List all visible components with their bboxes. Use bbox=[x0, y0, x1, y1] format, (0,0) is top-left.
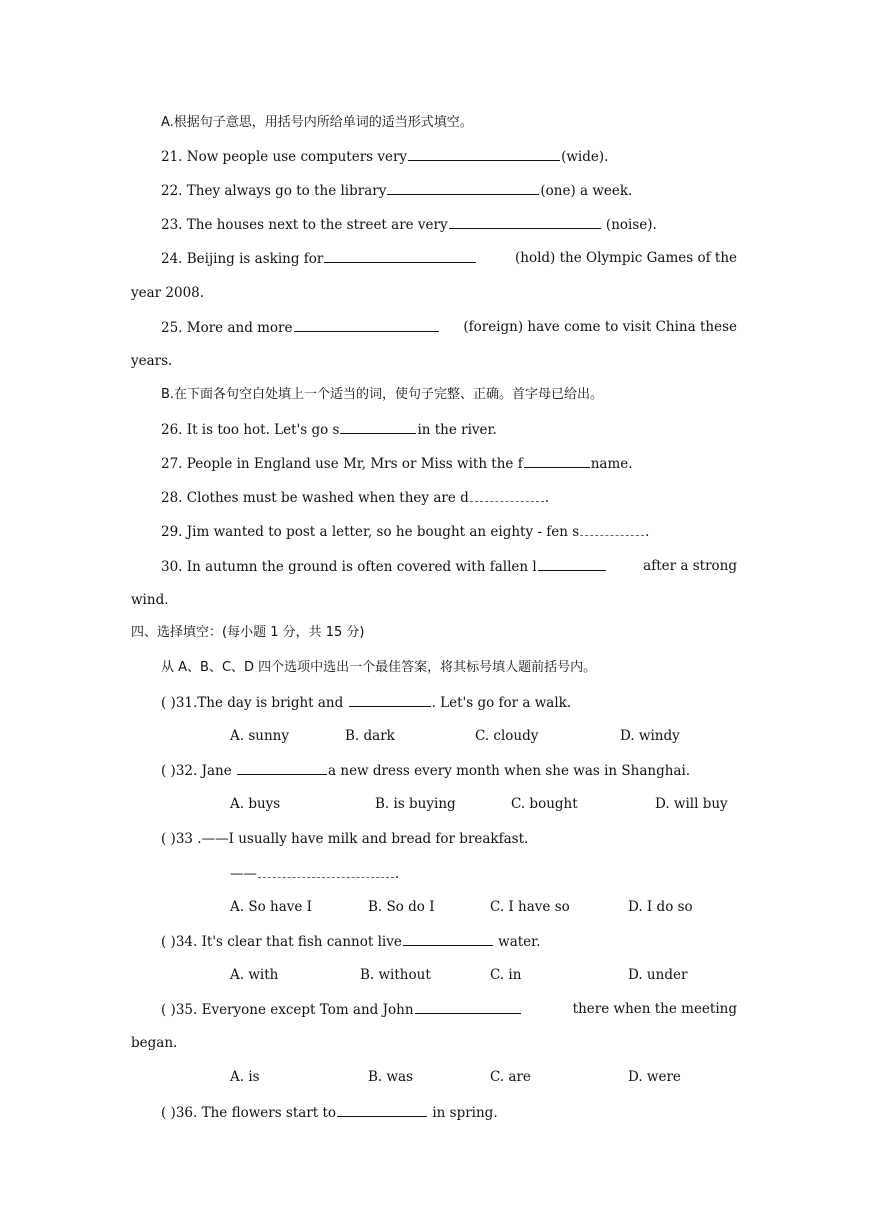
option-d: D. will buy bbox=[655, 796, 728, 812]
question-33 bbox=[161, 830, 528, 848]
question-24-continued: year 2008. bbox=[131, 285, 205, 301]
option-b: B. without bbox=[360, 967, 431, 983]
section-4-instruction: 从 A、B、C、D 四个选项中选出一个最佳答案，将其标号填人题前括号内。 bbox=[161, 660, 597, 675]
question-text: 33 .——I usually have milk and bread for breakfast. bbox=[175, 831, 529, 847]
option-d: D. I do so bbox=[628, 899, 693, 915]
question-32 bbox=[161, 761, 690, 780]
option-a: A. with bbox=[230, 967, 279, 983]
section-4-title: 四、选择填空：(每小题 1 分，共 15 分) bbox=[131, 625, 365, 640]
question-23 bbox=[161, 215, 657, 234]
question-35 bbox=[161, 1000, 737, 1019]
question-text: 24. Beijing is asking for bbox=[161, 251, 324, 267]
question-text: 29. Jim wanted to post a letter, so he bought an eighty - fen s bbox=[161, 524, 580, 540]
option-b: B. So do I bbox=[368, 899, 435, 915]
question-36 bbox=[161, 1103, 498, 1122]
option-b: B. was bbox=[368, 1069, 414, 1085]
answer-bracket[interactable]: ( ) bbox=[161, 695, 176, 711]
question-text-end: name. bbox=[590, 456, 633, 472]
question-35-continued: began. bbox=[131, 1035, 178, 1051]
question-34 bbox=[161, 932, 540, 951]
answer-blank[interactable] bbox=[470, 488, 544, 502]
question-text: 26. It is too hot. Let's go s bbox=[161, 422, 340, 438]
question-hint: (foreign) have come to visit China these bbox=[463, 319, 737, 335]
options-34 bbox=[0, 966, 869, 984]
question-22 bbox=[161, 181, 632, 200]
question-text: 25. More and more bbox=[161, 320, 293, 336]
question-text: 31.The day is bright and bbox=[175, 695, 348, 711]
question-24 bbox=[161, 249, 737, 268]
answer-blank[interactable] bbox=[580, 522, 644, 536]
option-a: A. is bbox=[230, 1069, 260, 1085]
question-27 bbox=[161, 454, 633, 473]
question-text-end: . bbox=[645, 524, 650, 540]
option-d: D. under bbox=[628, 967, 688, 983]
answer-bracket[interactable]: ( ) bbox=[161, 1105, 176, 1121]
question-text: 35. Everyone except Tom and John bbox=[175, 1002, 414, 1018]
question-text: 21. Now people use computers very bbox=[161, 149, 408, 165]
question-text-end: there when the meeting bbox=[572, 1001, 737, 1017]
answer-bracket[interactable]: ( ) bbox=[161, 763, 176, 779]
question-text-end: in spring. bbox=[428, 1105, 498, 1121]
answer-bracket[interactable]: ( ) bbox=[161, 934, 176, 950]
option-c: C. are bbox=[490, 1069, 531, 1085]
answer-blank[interactable] bbox=[340, 420, 416, 434]
question-text: 28. Clothes must be washed when they are d bbox=[161, 490, 469, 506]
option-b: B. dark bbox=[345, 728, 395, 744]
question-text-end: . Let's go for a walk. bbox=[431, 695, 572, 711]
options-33 bbox=[0, 898, 869, 916]
question-text: 36. The flowers start to bbox=[175, 1105, 337, 1121]
option-c: C. in bbox=[490, 967, 522, 983]
answer-blank[interactable] bbox=[538, 557, 606, 571]
question-text: 27. People in England use Mr, Mrs or Miss with the f bbox=[161, 456, 523, 472]
answer-blank[interactable] bbox=[449, 215, 601, 229]
period: . bbox=[395, 866, 400, 882]
question-hint: (one) a week. bbox=[540, 183, 633, 199]
question-25 bbox=[161, 318, 737, 337]
answer-blank[interactable] bbox=[349, 693, 431, 707]
option-a: A. buys bbox=[230, 796, 281, 812]
question-29 bbox=[161, 522, 649, 541]
answer-blank[interactable] bbox=[337, 1103, 427, 1117]
question-30-continued: wind. bbox=[131, 592, 169, 608]
question-text: 32. Jane bbox=[175, 763, 237, 779]
dash: —— bbox=[230, 866, 257, 882]
answer-bracket[interactable]: ( ) bbox=[161, 1002, 176, 1018]
question-text-end: a new dress every month when she was in Shanghai. bbox=[328, 763, 691, 779]
question-hint: (hold) the Olympic Games of the bbox=[515, 250, 737, 266]
question-26 bbox=[161, 420, 497, 439]
answer-blank[interactable] bbox=[237, 761, 327, 775]
option-d: D. were bbox=[628, 1069, 681, 1085]
question-30 bbox=[161, 557, 737, 576]
option-c: C. cloudy bbox=[475, 728, 539, 744]
answer-blank[interactable] bbox=[294, 318, 439, 332]
option-c: C. bought bbox=[511, 796, 578, 812]
question-text: 30. In autumn the ground is often covered with fallen l bbox=[161, 559, 537, 575]
option-a: A. sunny bbox=[230, 728, 289, 744]
question-31 bbox=[161, 693, 571, 712]
option-d: D. windy bbox=[620, 728, 680, 744]
question-28 bbox=[161, 488, 549, 507]
answer-blank[interactable] bbox=[524, 454, 590, 468]
answer-blank[interactable] bbox=[387, 181, 539, 195]
question-hint: (noise). bbox=[601, 217, 657, 233]
question-21 bbox=[161, 147, 608, 166]
section-b-header: B.在下面各句空白处填上一个适当的词，使句子完整、正确。首字母已给出。 bbox=[161, 387, 604, 402]
section-a-header: A.根据句子意思，用括号内所给单词的适当形式填空。 bbox=[161, 115, 473, 130]
question-25-continued: years. bbox=[131, 353, 173, 369]
question-text-end: after a strong bbox=[643, 558, 737, 574]
option-a: A. So have I bbox=[230, 899, 312, 915]
options-32 bbox=[0, 795, 869, 813]
question-text: 34. It's clear that fish cannot live bbox=[175, 934, 402, 950]
answer-bracket[interactable]: ( ) bbox=[161, 831, 176, 847]
option-c: C. I have so bbox=[490, 899, 570, 915]
question-text-end: in the river. bbox=[417, 422, 497, 438]
question-text-end: . bbox=[544, 490, 550, 506]
question-hint: (wide). bbox=[561, 149, 609, 165]
answer-blank[interactable] bbox=[408, 147, 560, 161]
question-text: 22. They always go to the library bbox=[161, 183, 387, 199]
question-text: 23. The houses next to the street are very bbox=[161, 217, 448, 233]
options-35 bbox=[0, 1068, 869, 1086]
options-31 bbox=[0, 727, 869, 745]
answer-blank[interactable] bbox=[258, 864, 394, 878]
answer-blank[interactable] bbox=[415, 1000, 521, 1014]
question-33-reply bbox=[230, 864, 399, 883]
question-text-end: water. bbox=[493, 934, 541, 950]
answer-blank[interactable] bbox=[324, 249, 476, 263]
option-b: B. is buying bbox=[375, 796, 456, 812]
answer-blank[interactable] bbox=[403, 932, 493, 946]
